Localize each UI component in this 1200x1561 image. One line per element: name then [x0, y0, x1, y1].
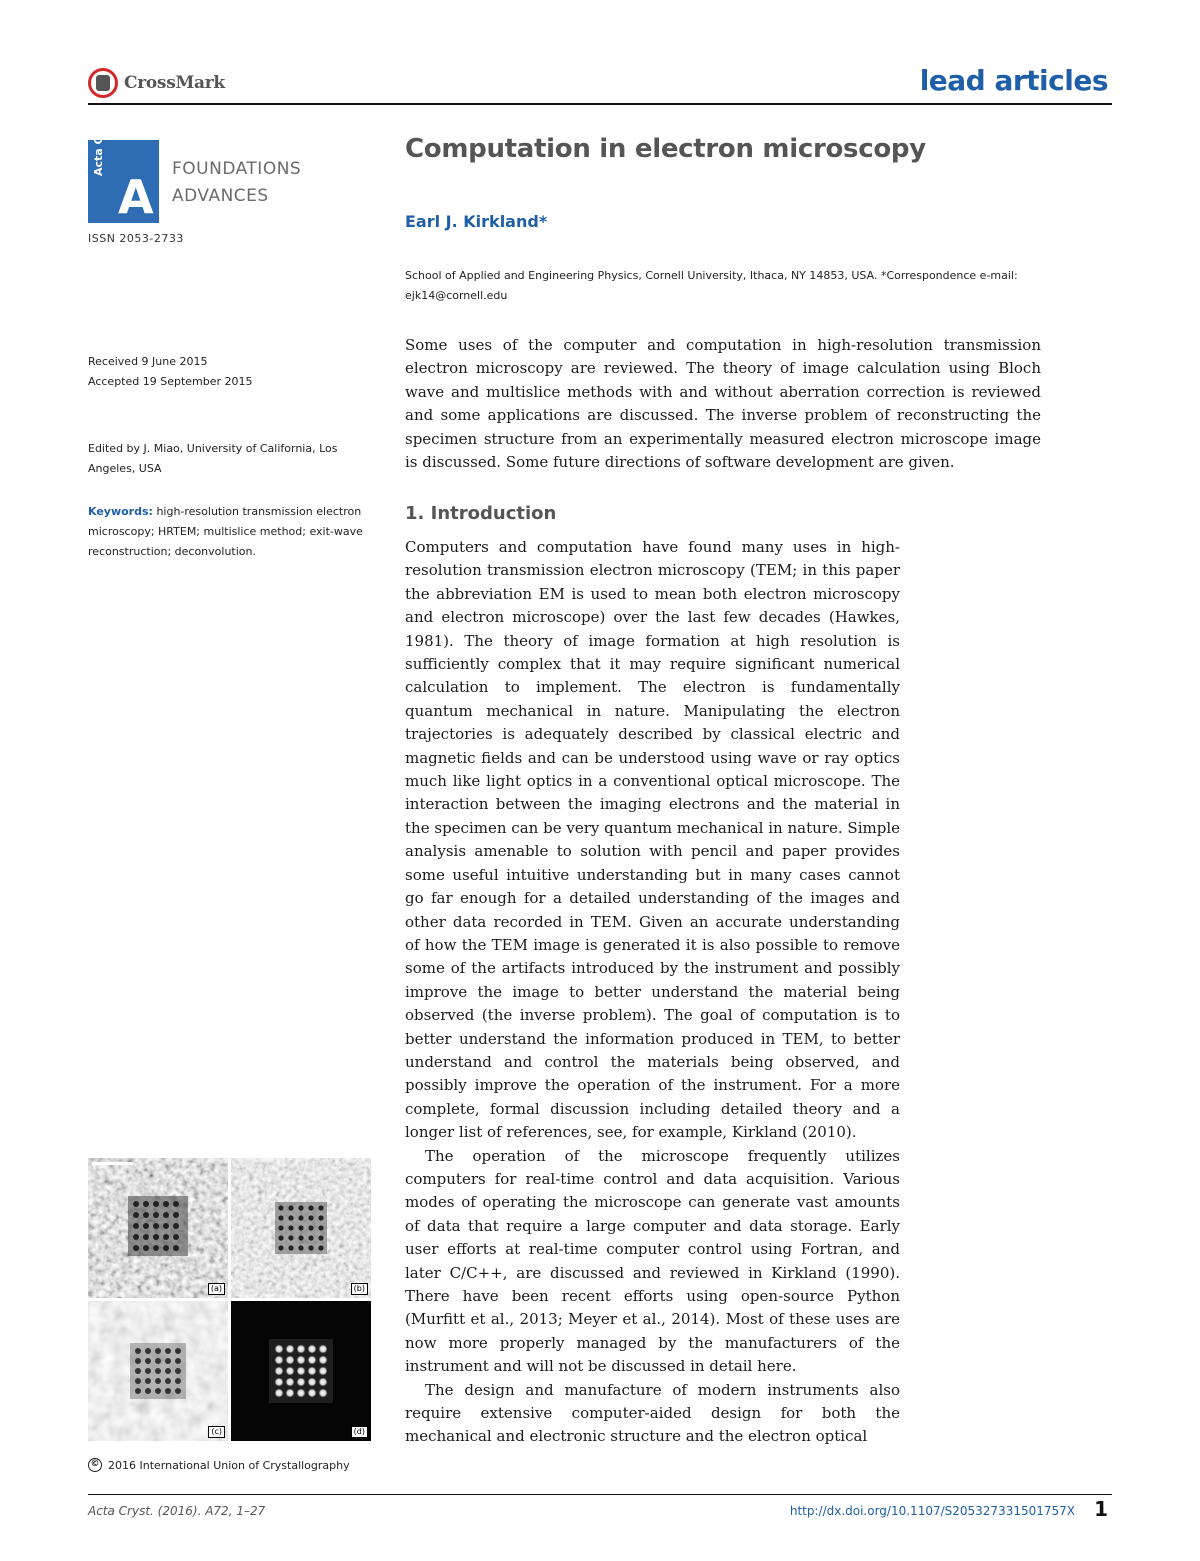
abstract-figure: [88, 1158, 371, 1440]
journal-name: [172, 156, 301, 210]
figure-panel-label-d: (d): [351, 1426, 368, 1438]
paragraph-1: Computers and computation have found many uses in high-resolution transmission electron microscopy (TEM; in this paper the abbreviation EM is used to mean both electron microscopy and electron microscope) over the last few decades (Hawkes, 1981). The theory of image formation at high resolution is sufficiently complex that it may require significant numerical calculation to implement. The electron is fundamentally quantum mechanical in nature. Manipulating the electron trajectories is adequately described by classical electric and magnetic fields and can be understood using wave or ray optics much like light optics in a conventional optical microscope. The interaction between the imaging electrons and the material in the specimen can be very quantum mechanical in nature. Simple analysis amenable to solution with pencil and paper provides some useful intuitive understanding but in many cases cannot go far enough for a detailed understanding of the images and other data recorded in TEM. Given an accurate understanding of how the TEM image is generated it is also possible to remove some of the artifacts introduced by the instrument and possibly improve the image to better understand the material being observed (the inverse problem). The goal of computation is to better understand the information produced in TEM, to better understand and control the materials being observed, and possibly improve the operation of the instrument. For a more complete, formal discussion including detailed theory and a longer list of references, see, for example, Kirkland (2010).: [405, 538, 900, 1142]
crossmark-label: CrossMark: [124, 73, 225, 93]
journal-name-line1: FOUNDATIONS: [172, 159, 302, 179]
paragraph-2: The operation of the microscope frequently utilizes computers for real-time control and data acquisition. Various modes of operating the microscope can generate vast amounts of data that require a large computer and data storage. Early user efforts at real-time computer control using Fortran, and later C/C++, are discussed and reviewed in Kirkland (1990). There have been recent efforts using open-source Python (Murfitt et al., 2013; Meyer et al., 2014). Most of these uses are now more properly managed by the manufacturers of the instrument and will not be discussed in detail here.: [405, 1146, 900, 1376]
figure-panel-d: [231, 1301, 371, 1441]
article-author[interactable]: Earl J. Kirkland*: [405, 212, 548, 231]
journal-logo-side-text: Acta Cryst: [92, 111, 105, 176]
keywords-block: [88, 502, 373, 562]
scale-bar: [92, 1162, 132, 1165]
journal-name-line2: ADVANCES: [172, 186, 269, 206]
issn: ISSN 2053-2733: [88, 232, 184, 245]
crossmark-badge[interactable]: [88, 68, 225, 98]
dates-block: [88, 352, 373, 392]
crossmark-icon: [88, 68, 118, 98]
figure-panel-c: [88, 1301, 228, 1441]
copyright-icon: ©: [88, 1458, 102, 1472]
bottom-rule: [88, 1494, 1112, 1495]
received-date: Received 9 June 2015: [88, 355, 208, 368]
footer-doi-link[interactable]: http://dx.doi.org/10.1107/S205327331501757X: [789, 1504, 1075, 1518]
body-text: [405, 536, 900, 1449]
keywords-label: Keywords:: [88, 505, 153, 518]
paragraph-3: The design and manufacture of modern instruments also require extensive computer-aided design for both the mechanical and electronic structure and the electron optical: [405, 1380, 900, 1446]
editor-note: Edited by J. Miao, University of California, Los Angeles, USA: [88, 442, 338, 475]
figure-panel-label-b: (b): [351, 1283, 368, 1295]
section-heading: 1. Introduction: [405, 503, 557, 524]
journal-logo: [88, 111, 159, 224]
journal-logo-letter: A: [118, 170, 154, 224]
figure-panel-a: [88, 1158, 228, 1298]
top-rule: [88, 103, 1112, 105]
abstract: Some uses of the computer and computation in high-resolution transmission electron microscopy are reviewed. The theory of image calculation using Bloch wave and multislice methods with and without aberration correction is reviewed and some applications are discussed. The inverse problem of reconstructing the specimen structure from an experimentally measured electron microscope image is discussed. Some future directions of software development are given.: [405, 336, 1041, 472]
section-label: lead articles: [919, 64, 1108, 97]
figure-panel-label-c: (c): [208, 1426, 225, 1438]
accepted-date: Accepted 19 September 2015: [88, 375, 253, 388]
figure-panel-b: [231, 1158, 371, 1298]
article-title: Computation in electron microscopy: [405, 134, 926, 164]
copyright-text: 2016 International Union of Crystallography: [108, 1458, 350, 1472]
figure-panel-label-a: (a): [208, 1283, 225, 1295]
article-affiliation: School of Applied and Engineering Physics, Cornell University, Ithaca, NY 14853, USA. *Correspondence e-mail: ejk14@cornell.edu: [405, 269, 1018, 302]
copyright-line: [88, 1458, 350, 1472]
keywords-text: high-resolution transmission electron microscopy; HRTEM; multislice method; exit-wave reconstruction; deconvolution.: [88, 505, 363, 558]
footer-citation: Acta Cryst. (2016). A72, 1–27: [88, 1504, 266, 1518]
page-number: 1: [1094, 1497, 1108, 1521]
